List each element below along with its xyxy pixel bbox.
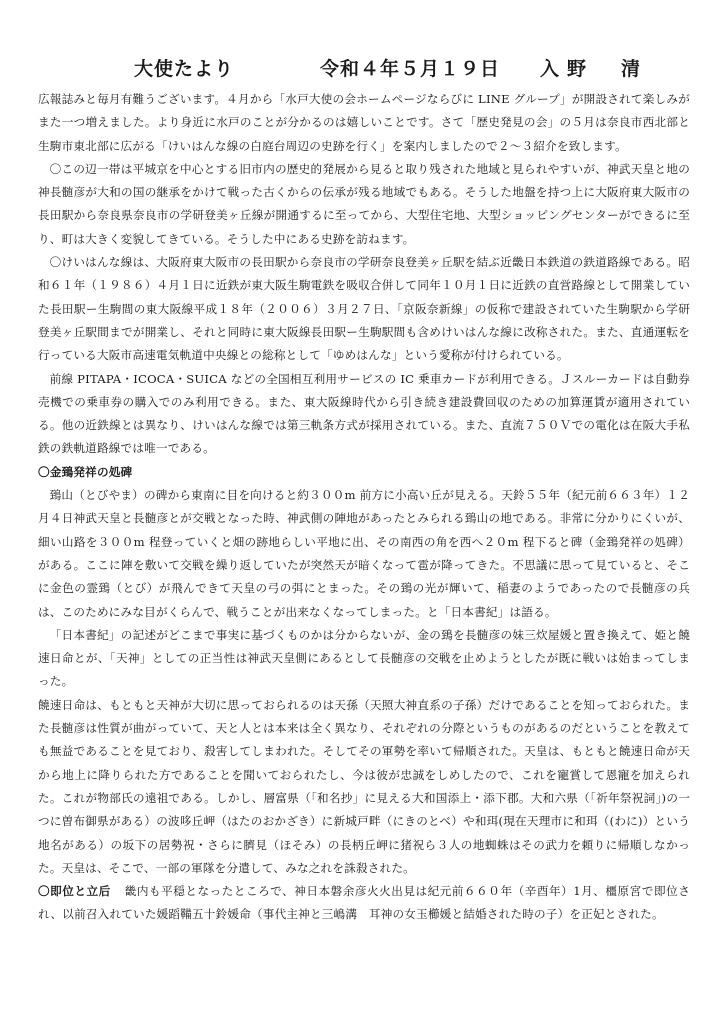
- document-date: 令和４年５月１９日: [320, 58, 501, 80]
- section-heading-kinshi: 〇金鵄発祥の処碑: [38, 464, 133, 479]
- paragraph-nihonshoki: 「日本書紀」の記述がどこまで事実に基づくものかは分からないが、金の鵄を長髄彦の妹三炊屋媛と置き換えて、姫と饒速日命とが、「天神」としての正当性は神武天皇側にあるとして長髄彦の交戦を止めようとしたが既に戦いは始まってしまった。: [38, 627, 690, 689]
- paragraph-keihanna: 〇けいはんな線は、大阪府東大阪市の長田駅から奈良市の学研奈良登美ヶ丘駅を結ぶ近畿日本鉄道の鉄道路線である。昭和６１年（１９８６）４月１日に近鉄が東大阪生駒電鉄を吸収合併して同年１０月１日に近鉄の直営路線として開業していた長田駅ー生駒間の東大阪線平成１８年（２００６）３月２７日、「京阪奈新線」の仮称で建設されていた生駒駅から学研登美ヶ丘駅間までが開業し、それと同時に東大阪線長田駅ー生駒駅間も含めけいはんな線に改称された。また、直通運転を行っている大阪市高速電気軌道中央線との総称として「ゆめはんな」という愛称が付けられている。: [38, 255, 690, 363]
- document-title: 大使たより: [134, 58, 235, 80]
- paragraph-nigihayahi: 饒速日命は、もともと天神が大切に思っておられるのは天孫（天照大神直系の子孫）だけであることを知っておられた。また長髄彦は性質が曲がっていて、天と人とは本来は全く異なり、それぞれの分際というものがあるのだということを教えても無益であることを見ており、殺害してしまわれた。そしてその軍勢を率いて帰順された。天皇は、もともと饒速日命が天から地上に降りられた方であることを聞いておられたし、今は彼が忠誠をしめしたので、これを寵賞して恩寵を加えられた。これが物部氏の遠祖である。しかし、層富県（「和名抄」に見える大和国添上・添下郡。大和六県（「祈年祭祝詞」)の一つに曽布御県がある）の波哆丘岬（はたのおかざき）に新城戸畔（にきのとべ）や和珥(現在天理市に和珥（(わに)）という地名がある）の坂下の居勢祝・さらに臍見（ほそみ）の長柄丘岬に猪祝ら３人の地蜘蛛はその武力を頼りに帰順しなかった。天皇は、そこで、一部の軍隊を分遣して、みな之れを誅殺された。: [38, 697, 690, 875]
- paragraph-enthronement: [38, 880, 690, 927]
- paragraph-area: 〇この辺一帯は平城京を中心とする旧市内の歴史的発展から見ると取り残された地域と見られやすいが、神武天皇と地の神長髄彦が大和の国の継承をかけて戦った古くからの伝承が残る地域でもある。そうした地盤を持つ上に大阪府東大阪市の長田駅から奈良県奈良市の学研登美ヶ丘線が開通するに至ってから、大型住宅地、大型ショッピングセンターができるに至り、町は大きく変貌してきている。そうした中にある史跡を訪ねます。: [38, 161, 690, 246]
- document-author: 入野 清: [540, 58, 649, 80]
- paragraph-tobiyama: 鵄山（とびやま）の碑から東南に目を向けると約３００m 前方に小高い丘が見える。天鈴５５年（紀元前６６３年）１２月４日神武天皇と長髄彦とが交戦となった時、神武側の陣地があったとみられる鵄山の地である。非常に分かりにくいが、細い山路を３００m 程登っていくと畑の跡地らしい平地に出、その南西の角を西へ２０m 程下ると碑（金鵄発祥の処碑）がある。ここに陣を敷いて交戦を繰り返していたが突然天が暗くなって雹が降ってきた。不思議に思って見ていると、そこに金色の霊鵄（とび）が飛んできて天皇の弓の弭にとまった。その鵄の光が輝いて、稲妻のようであったので長髄彦の兵は、このためにみな目がくらんで、戦うことが出来なくなってしまった。と「日本書紀」は語る。: [38, 488, 690, 619]
- paragraph-intro: 広報誌みと毎月有難うございます。４月から「水戸大使の会ホームページならびに LINE グループ」が開設されて楽しみがまた一つ増えました。より身近に水戸のことが分かるのは嬉しいことです。さて「歴史発見の会」の５月は奈良市西北部と生駒市東北部に広がる「けいはんな線の白庭台周辺の史跡を行く」を案内しましたので２〜３紹介を致します。: [38, 92, 690, 153]
- section-heading-enthronement: 〇即位と立后: [38, 884, 111, 899]
- enthronement-text: 畿内も平穏となったところで、神日本磐余彦火火出見は紀元前６６０年（辛酉年）1月、橿原宮で即位され、以前召入れていた媛蹈鞴五十鈴媛命（事代主神と三嶋溝 耳神の女玉櫛媛と結婚された時の子）を正妃とされた。: [38, 884, 690, 922]
- paragraph-ic-card: 前線 PITAPA・ICOCA・SUICA などの全国相互利用サービスの IC 乗車カードが利用できる。Ｊスルーカードは自動券売機での乗車券の購入でのみ利用できる。また、東大阪線時代から引き続き建設費回収のための加算運賃が適用されている。他の近鉄線とは異なり、けいはんな線では第三軌条方式が採用されている。また、直流７５０Ｖでの電化は在阪大手私鉄の鉄軌道路線では唯一である。: [38, 371, 690, 456]
- document-body: [38, 88, 690, 927]
- document-header: [38, 52, 690, 88]
